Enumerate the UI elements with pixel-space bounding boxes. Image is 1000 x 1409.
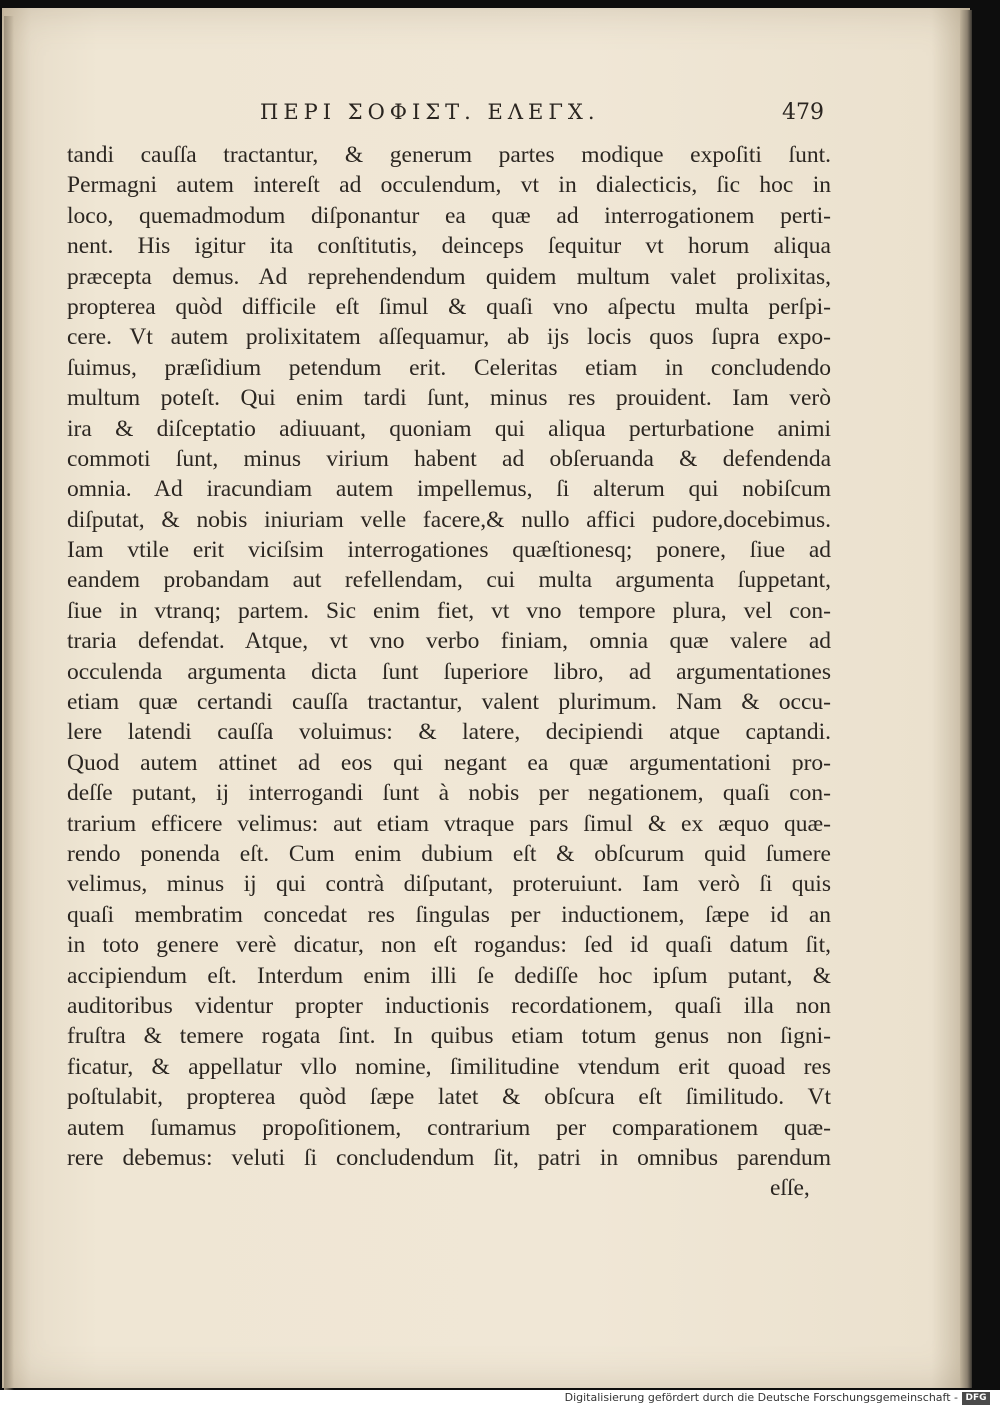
text-line: velimus, minus ij qui contrà diſputant, proteruiunt. Iam verò ſi quis: [67, 871, 831, 898]
dfg-logo-icon: DFG: [962, 1392, 990, 1405]
text-line: omnia. Ad iracundiam autem impellemus, ſi alterum qui nobiſcum: [67, 476, 831, 503]
page-binding-shadow: [4, 16, 14, 1396]
text-line: commoti ſunt, minus virium habent ad obſeruanda & defendenda: [67, 445, 831, 472]
text-line: rere debemus: veluti ſi concludendum ſit, patri in omnibus parendum: [67, 1144, 831, 1171]
text-line: autem ſumamus propoſitionem, contrarium per comparationem quæ-: [67, 1114, 831, 1141]
text-line: trarium efficere velimus: aut etiam vtraque pars ſimul & ex æquo quæ-: [67, 810, 831, 837]
text-line: eandem probandam aut refellendam, cui multa argumenta ſuppetant,: [67, 567, 831, 594]
footer: [0, 1390, 1000, 1409]
text-line: etiam quæ certandi cauſſa tractantur, valent plurimum. Nam & occu-: [67, 689, 831, 716]
text-line: ficatur, & appellatur vllo nomine, ſimilitudine vtendum erit quoad res: [67, 1053, 831, 1080]
text-line: auditoribus videntur propter inductionis recordationem, quaſi illa non: [67, 992, 831, 1019]
text-line: propterea quòd difficile eſt ſimul & quaſi vno aſpectu multa perſpi-: [67, 293, 831, 320]
text-line: in toto genere verè dicatur, non eſt rogandus: ſed id quaſi datum ſit,: [67, 932, 831, 959]
text-line: diſputat, & nobis iniuriam velle facere,& nullo affici pudore,docebimus.: [67, 506, 831, 533]
text-line: deſſe putant, ij interrogandi ſunt à nobis per negationem, quaſi con-: [67, 780, 831, 807]
page-edge: [960, 10, 972, 1388]
text-line: nent. His igitur ita conſtitutis, deinceps ſequitur vt horum aliqua: [67, 233, 831, 260]
page-header: [70, 100, 830, 140]
digitization-credit: Digitalisierung gefördert durch die Deutsche Forschungsgemeinschaft -: [564, 1391, 958, 1404]
text-line: Quod autem attinet ad eos qui negant ea quæ argumentationi pro-: [67, 749, 831, 776]
text-line: præcepta demus. Ad reprehendendum quidem multum valet prolixitas,: [67, 263, 831, 290]
text-line: Permagni autem intereſt ad occulendum, vt in dialecticis, ſic hoc in: [67, 172, 831, 199]
text-line: lere latendi cauſſa voluimus: & latere, decipiendi atque captandi.: [67, 719, 831, 746]
text-line: fruſtra & temere rogata ſint. In quibus etiam totum genus non ſigni-: [67, 1023, 831, 1050]
text-line: quaſi membratim concedat res ſingulas per inductionem, ſæpe id an: [67, 901, 831, 928]
body-text: [67, 140, 831, 1173]
text-line: accipiendum eſt. Interdum enim illi ſe dediſſe hoc ipſum putant, &: [67, 962, 831, 989]
text-line: tandi cauſſa tractantur, & generum partes modique expoſiti ſunt.: [67, 142, 831, 168]
text-line: multum poteſt. Qui enim tardi ſunt, minus res prouident. Iam verò: [67, 385, 831, 412]
text-line: poſtulabit, propterea quòd ſæpe latet & obſcura eſt ſimilitudo. Vt: [67, 1084, 831, 1111]
text-line: loco, quemadmodum diſponantur ea quæ ad interrogationem perti-: [67, 202, 831, 229]
page-number: 479: [782, 100, 824, 125]
running-head: ΠΕΡΙ ΣΟΦΙΣΤ. ΕΛΕΓΧ.: [260, 100, 600, 124]
text-line: ira & diſceptatio adiuuant, quoniam qui aliqua perturbatione animi: [67, 415, 831, 442]
text-line: ſiue in vtranq; partem. Sic enim fiet, vt vno tempore plura, vel con-: [67, 597, 831, 624]
text-line: traria defendat. Atque, vt vno verbo finiam, omnia quæ valere ad: [67, 628, 831, 655]
text-line: Iam vtile erit viciſsim interrogationes quæſtionesq; ponere, ſiue ad: [67, 537, 831, 564]
text-line: ſuimus, præſidium petendum erit. Celeritas etiam in concludendo: [67, 354, 831, 381]
text-line: occulenda argumenta dicta ſunt ſuperiore libro, ad argumentationes: [67, 658, 831, 685]
text-line: cere. Vt autem prolixitatem aſſequamur, ab ijs locis quos ſupra expo-: [67, 324, 831, 351]
text-line: rendo ponenda eſt. Cum enim dubium eſt & obſcurum quid ſumere: [67, 840, 831, 867]
catchword: eſſe,: [770, 1175, 810, 1201]
